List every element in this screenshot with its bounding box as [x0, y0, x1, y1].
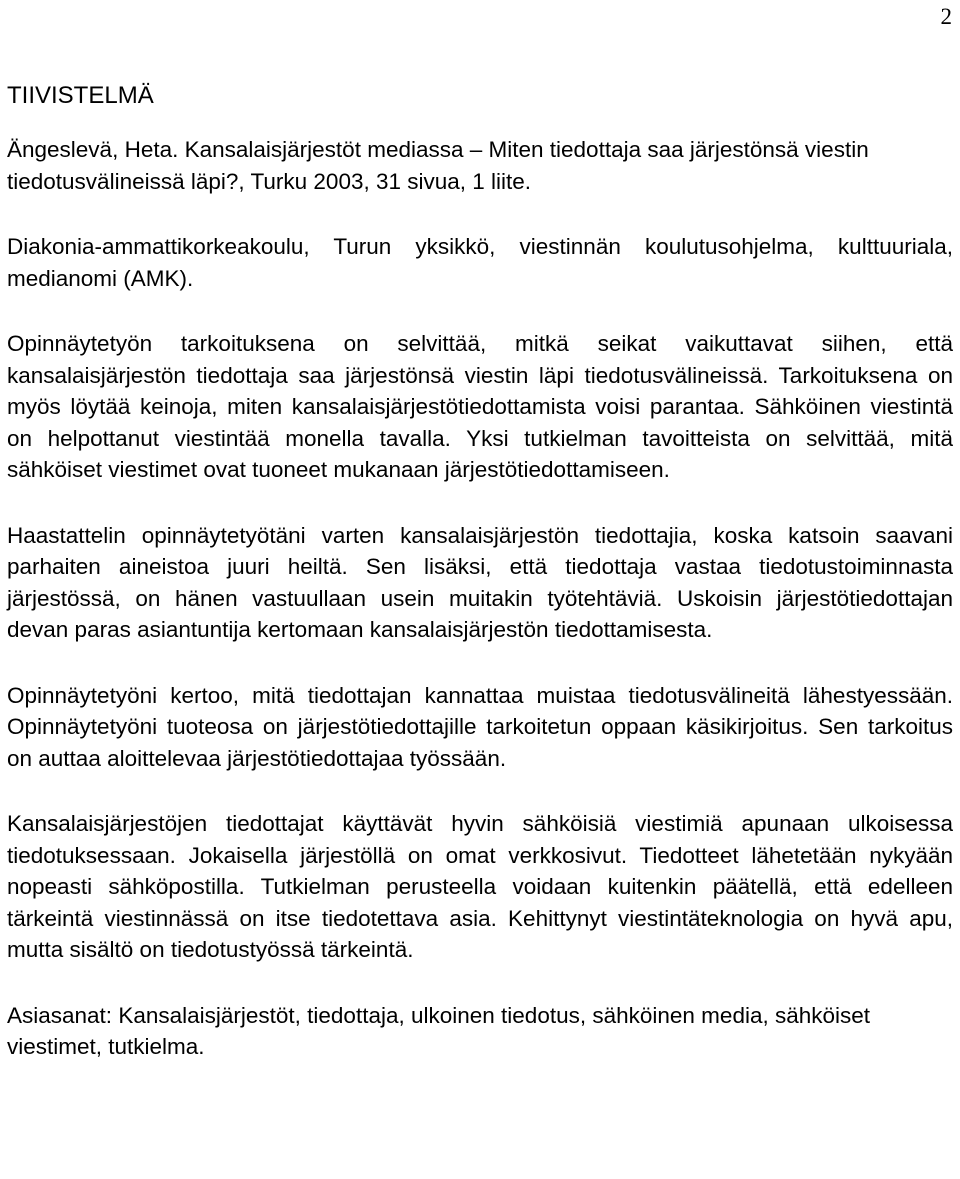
bibliographic-reference: Ängeslevä, Heta. Kansalaisjärjestöt mediassa – Miten tiedottaja saa järjestönsä viestin tiedotusvälineissä läpi?, Turku 2003, 31 sivua, 1 liite.	[7, 137, 869, 194]
institution-info: Diakonia-ammattikorkeakoulu, Turun yksikkö, viestinnän koulutusohjelma, kulttuuriala, medianomi (AMK).	[7, 234, 953, 291]
abstract-body	[7, 134, 953, 1097]
abstract-paragraph-method: Haastattelin opinnäytetyötäni varten kansalaisjärjestön tiedottajia, koska katsoin saavani parhaiten aineistoa juuri heiltä. Sen lisäksi, että tiedottaja vastaa tiedotustoiminnasta järjestössä, on hänen vastuullaan usein muitakin työtehtäviä. Uskoisin järjestötiedottajan devan paras asiantuntija kertomaan kansalaisjärjestön tiedottamisesta.	[7, 522, 953, 642]
abstract-paragraph-results: Kansalaisjärjestöjen tiedottajat käyttävät hyvin sähköisiä viestimiä apunaan ulkoisessa tiedotuksessaan. Jokaisella järjestöllä on omat verkkosivut. Tiedotteet lähetetään nykyään nopeasti sähköpostilla. Tutkielman perusteella voidaan kuitenkin päätellä, että edelleen tärkeintä viestinnässä on itse tiedotettava asia. Kehittynyt viestintäteknologia on hyvä apu, mutta sisältö on tiedotustyössä tärkeintä.	[7, 811, 953, 962]
keywords: Asiasanat: Kansalaisjärjestöt, tiedottaja, ulkoinen tiedotus, sähköinen media, sähköiset viestimet, tutkielma.	[7, 1002, 871, 1059]
page-title: TIIVISTELMÄ	[7, 82, 154, 109]
page-number: 2	[940, 4, 952, 29]
abstract-paragraph-purpose: Opinnäytetyön tarkoituksena on selvittää, mitkä seikat vaikuttavat siihen, että kansalaisjärjestön tiedottaja saa järjestönsä viestin läpi tiedotusvälineissä. Tarkoituksena on myös löytää keinoja, miten kansalaisjärjestötiedottamista voisi parantaa. Sähköinen viestintä on helpottanut viestintää monella tavalla. Yksi tutkielman tavoitteista on selvittää, mitä sähköiset viestimet ovat tuoneet mukanaan järjestötiedottamiseen.	[7, 331, 953, 482]
abstract-paragraph-product: Opinnäytetyöni kertoo, mitä tiedottajan kannattaa muistaa tiedotusvälineitä lähestyessään. Opinnäytetyöni tuoteosa on järjestötiedottajille tarkoitetun oppaan käsikirjoitus. Sen tarkoitus on auttaa aloittelevaa järjestötiedottajaa työssään.	[7, 682, 953, 771]
